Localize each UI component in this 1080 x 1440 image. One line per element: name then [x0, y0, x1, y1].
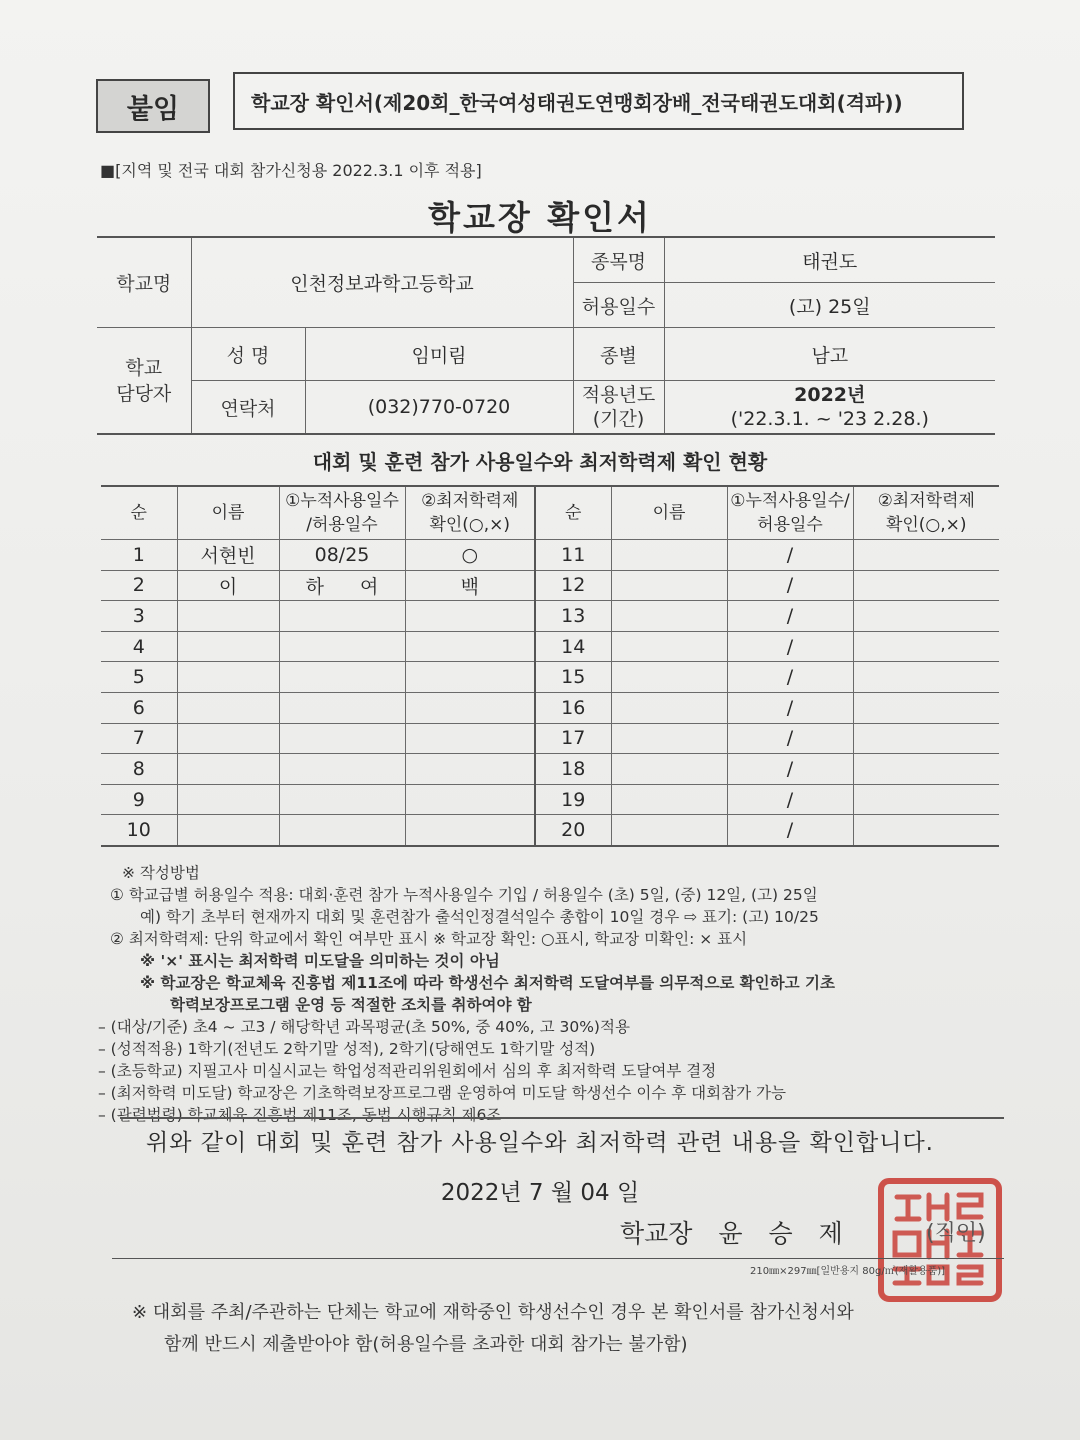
row-no-2: 11 [535, 540, 611, 571]
row-days [279, 601, 405, 632]
note-line: – (성적적용) 1학기(전년도 2학기말 성적), 2학기(당해연도 1학기말 성적) [98, 1040, 596, 1058]
col-header-days2-line1: ①누적사용일수/ [730, 491, 850, 511]
row-no-2: 12 [535, 570, 611, 601]
col-header-days-line1: ①누적사용일수 [285, 491, 399, 511]
period-label-line2: (기간) [592, 408, 645, 430]
period-label-line1: 적용년도 [581, 384, 656, 406]
row-days [279, 784, 405, 815]
note-line: ② 최저학력제: 단위 학교에서 확인 여부만 표시 ※ 학교장 확인: ○표시, 학교장 미확인: × 표시 [110, 930, 748, 948]
table-row [101, 754, 999, 785]
row-name [177, 631, 279, 662]
scope-note: ■[지역 및 전국 대회 참가신청용 2022.3.1 이후 적용] [100, 161, 482, 180]
note-line: – (관련법령) 학교체육 진흥법 제11조, 동법 시행규칙 제6조 [98, 1106, 502, 1124]
col-header-days-2 [727, 486, 853, 540]
row-no-2: 17 [535, 723, 611, 754]
row-name-2 [611, 784, 727, 815]
row-no-2: 16 [535, 692, 611, 723]
row-name [177, 692, 279, 723]
row-days: 08/25 [279, 540, 405, 571]
col-header-name: 이름 [177, 486, 279, 540]
row-no: 4 [101, 631, 177, 662]
event-value: 태권도 [664, 237, 995, 283]
note-line: ※ '×' 표시는 최저학력 미도달을 의미하는 것이 아님 [140, 952, 500, 970]
note-line: ※ 학교장은 학교체육 진흥법 제11조에 따라 학생선수 최저학력 도달여부를 의무적으로 확인하고 기초 [140, 974, 835, 992]
note-line: 예) 학기 초부터 현재까지 대회 및 훈련참가 출석인정결석일수 총합이 10일 경우 ⇨ 표기: (고) 10/25 [140, 908, 819, 926]
col-header-check [405, 486, 535, 540]
row-no-2: 20 [535, 815, 611, 846]
confirmation-date: 2022년 7 월 04 일 [440, 1180, 640, 1206]
row-no-2: 13 [535, 601, 611, 632]
row-no: 3 [101, 601, 177, 632]
manager-label-line2: 담당자 [116, 382, 172, 405]
row-check [405, 754, 535, 785]
writing-instructions [98, 862, 1010, 1126]
row-name: 서현빈 [177, 540, 279, 571]
school-name-label: 학교명 [97, 237, 191, 328]
row-days-2: / [727, 815, 853, 846]
row-check-2 [853, 570, 999, 601]
school-name-value: 인천정보과학고등학교 [191, 237, 573, 328]
row-days-2: / [727, 692, 853, 723]
row-check-2 [853, 692, 999, 723]
row-check [405, 631, 535, 662]
row-days [279, 723, 405, 754]
allowed-days-label: 허용일수 [573, 283, 664, 328]
row-days-2: / [727, 601, 853, 632]
col-header-check2-line2: 확인(○,×) [885, 515, 967, 535]
row-name [177, 815, 279, 846]
row-days-2: / [727, 570, 853, 601]
row-days [279, 692, 405, 723]
table-row [101, 662, 999, 693]
contact-value: (032)770-0720 [305, 381, 573, 435]
period-value [664, 381, 995, 435]
row-days-2: / [727, 631, 853, 662]
row-no: 1 [101, 540, 177, 571]
table-row [101, 631, 999, 662]
row-check-2 [853, 662, 999, 693]
category-value: 남고 [664, 328, 995, 381]
category-label: 종별 [573, 328, 664, 381]
table-header-row [101, 486, 999, 540]
row-check [405, 601, 535, 632]
row-days-2: / [727, 662, 853, 693]
contact-label: 연락처 [191, 381, 305, 435]
allowed-days-value: (고) 25일 [664, 283, 995, 328]
period-label [573, 381, 664, 435]
row-no: 6 [101, 692, 177, 723]
row-name [177, 723, 279, 754]
person-name-value: 임미림 [305, 328, 573, 381]
row-check [405, 662, 535, 693]
row-name [177, 601, 279, 632]
col-header-no-2: 순 [535, 486, 611, 540]
row-name-2 [611, 723, 727, 754]
confirmation-statement: 위와 같이 대회 및 훈련 참가 사용일수와 최저학력 관련 내용을 확인합니다. [146, 1130, 934, 1156]
row-days: 하 여 [279, 570, 405, 601]
row-name [177, 662, 279, 693]
row-check [405, 692, 535, 723]
table-row [101, 723, 999, 754]
row-no-2: 19 [535, 784, 611, 815]
seal-mark: (직인) [926, 1221, 986, 1246]
year-value: 2022년 [794, 384, 866, 406]
note-line: – (최저학력 미도달) 학교장은 기초학력보장프로그램 운영하여 미도달 학생선수 이수 후 대회참가 가능 [98, 1084, 786, 1102]
divider [120, 1117, 1004, 1119]
row-days [279, 815, 405, 846]
period-range: ('22.3.1. ~ '23 2.28.) [730, 408, 929, 430]
note-line: ① 학교급별 허용일수 적용: 대회·훈련 참가 누적사용일수 기입 / 허용일수 (초) 5일, (중) 12일, (고) 25일 [110, 886, 818, 904]
col-header-check-2 [853, 486, 999, 540]
table-row [101, 601, 999, 632]
row-name-2 [611, 570, 727, 601]
row-days [279, 754, 405, 785]
athlete-status-table [101, 485, 999, 847]
row-check-2 [853, 784, 999, 815]
row-check [405, 723, 535, 754]
row-check: ○ [405, 540, 535, 571]
principal-name: 학교장 윤 승 제 [620, 1219, 843, 1248]
table-row [101, 540, 999, 571]
row-check-2 [853, 540, 999, 571]
event-label: 종목명 [573, 237, 664, 283]
row-days-2: / [727, 540, 853, 571]
note-line: – (대상/기준) 초4 ~ 고3 / 해당학년 과목평균(초 50%, 중 40%, 고 30%)적용 [98, 1018, 630, 1036]
row-days-2: / [727, 784, 853, 815]
notes-heading: ※ 작성방법 [122, 864, 200, 882]
row-name [177, 784, 279, 815]
col-header-check2-line1: ②최저학력제 [877, 491, 975, 511]
col-header-no: 순 [101, 486, 177, 540]
note-line: – (초등학교) 지필고사 미실시교는 학업성적관리위원회에서 심의 후 최저학력 도달여부 결정 [98, 1062, 717, 1080]
school-info-table [97, 236, 995, 435]
row-days [279, 631, 405, 662]
row-name-2 [611, 601, 727, 632]
col-header-days2-line2: 허용일수 [757, 515, 823, 535]
row-check-2 [853, 601, 999, 632]
row-days-2: / [727, 754, 853, 785]
row-no: 2 [101, 570, 177, 601]
divider [112, 1258, 1004, 1259]
table-row [101, 692, 999, 723]
row-no: 9 [101, 784, 177, 815]
footer-notice [132, 1297, 1012, 1361]
manager-label-line1: 학교 [125, 356, 163, 379]
row-no-2: 18 [535, 754, 611, 785]
row-name-2 [611, 540, 727, 571]
document-title: 학교장 확인서 [428, 198, 652, 237]
row-no: 8 [101, 754, 177, 785]
paper-spec: 210㎜×297㎜[일반용지 80g/㎡(재활용품)] [750, 1266, 946, 1277]
row-name-2 [611, 692, 727, 723]
col-header-days-line2: /허용일수 [306, 515, 378, 535]
row-name [177, 754, 279, 785]
table-row [101, 570, 999, 601]
row-name-2 [611, 754, 727, 785]
row-name-2 [611, 815, 727, 846]
col-header-check-line2: 확인(○,×) [429, 515, 511, 535]
row-no-2: 14 [535, 631, 611, 662]
row-days [279, 662, 405, 693]
table-row [101, 815, 999, 846]
col-header-name-2: 이름 [611, 486, 727, 540]
row-check: 백 [405, 570, 535, 601]
status-section-title: 대회 및 훈련 참가 사용일수와 최저학력제 확인 현황 [312, 450, 768, 474]
row-name-2 [611, 662, 727, 693]
row-no-2: 15 [535, 662, 611, 693]
row-name-2 [611, 631, 727, 662]
attachment-title: 학교장 확인서(제20회_한국여성태권도연맹회장배_전국태권도대회(격파)) [233, 72, 964, 130]
col-header-check-line1: ②최저학력제 [421, 491, 519, 511]
col-header-days [279, 486, 405, 540]
footer-line: ※ 대회를 주최/주관하는 단체는 학교에 재학중인 학생선수인 경우 본 확인서를 참가신청서와 [132, 1302, 854, 1323]
row-name: 이 [177, 570, 279, 601]
row-days-2: / [727, 723, 853, 754]
row-check [405, 784, 535, 815]
row-no: 5 [101, 662, 177, 693]
person-name-label: 성 명 [191, 328, 305, 381]
row-no: 7 [101, 723, 177, 754]
row-check [405, 815, 535, 846]
table-row [101, 784, 999, 815]
attachment-label: 붙임 [96, 79, 210, 133]
row-check-2 [853, 631, 999, 662]
note-line: 학력보장프로그램 운영 등 적절한 조치를 취하여야 함 [170, 996, 532, 1014]
manager-label [97, 328, 191, 435]
row-check-2 [853, 815, 999, 846]
footer-line: 함께 반드시 제출받아야 함(허용일수를 초과한 대회 참가는 불가함) [164, 1334, 688, 1355]
row-no: 10 [101, 815, 177, 846]
row-check-2 [853, 723, 999, 754]
row-check-2 [853, 754, 999, 785]
